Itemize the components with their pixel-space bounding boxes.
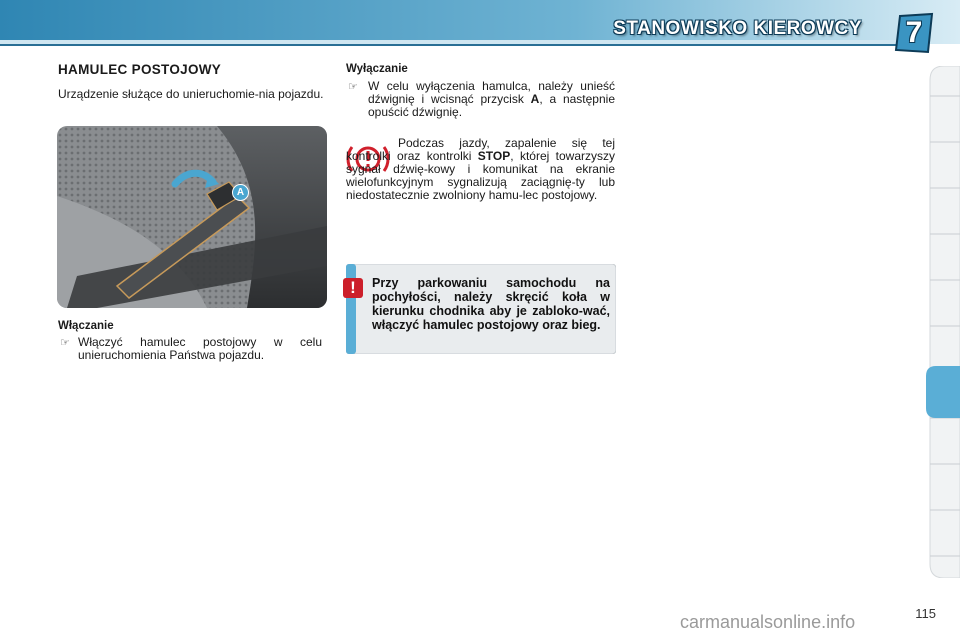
note-text: Przy parkowaniu samochodu na pochyłości, należy skręcić koła w kierunku chodnika aby je zabloko-wać, włączyć hamulec postojowy oraz bieg. <box>372 276 610 332</box>
section-intro: Urządzenie służące do unieruchomie-nia pojazdu. <box>58 87 324 101</box>
warning-stop-label: STOP <box>477 149 511 163</box>
chapter-title: STANOWISKO KIEROWCY <box>613 18 862 39</box>
engage-text: Włączyć hamulec postojowy w celu unieruchomienia Państwa pojazdu. <box>78 335 322 362</box>
release-button-label: A <box>530 92 540 106</box>
handbrake-photo <box>57 126 327 308</box>
engage-heading: Włączanie <box>58 320 114 332</box>
chapter-number: 7 <box>905 16 923 49</box>
warning-text-part1: Podczas jazdy, zapalenie się tej kontrolki oraz kontrolki <box>346 136 615 163</box>
release-text-part1: W celu wyłączenia hamulca, należy unieść dźwignię i wcisnąć przycisk <box>368 79 615 106</box>
release-bullet-icon: ☞ <box>348 81 358 93</box>
chapter-tabs <box>920 66 960 578</box>
warning-exclamation-icon: ! <box>343 278 363 298</box>
page-number: 115 <box>915 606 936 621</box>
warning-text <box>346 137 615 202</box>
release-heading: Wyłączanie <box>346 63 408 75</box>
callout-a-badge: A <box>232 184 249 201</box>
watermark: carmanualsonline.info <box>680 612 856 632</box>
section-title: HAMULEC POSTOJOWY <box>58 62 222 77</box>
engage-bullet-icon: ☞ <box>60 337 70 349</box>
warning-text-part2: , której towarzyszy sygnał dźwię-kowy i komunikat na ekranie wielofunkcyjnym sygnalizują zaciągnię-ty lub niedostatecznie zwolniony hamu-lec postojowy. <box>346 149 615 202</box>
release-text-part2: , a następnie opuścić dźwignię. <box>368 92 615 119</box>
release-text <box>368 80 615 119</box>
